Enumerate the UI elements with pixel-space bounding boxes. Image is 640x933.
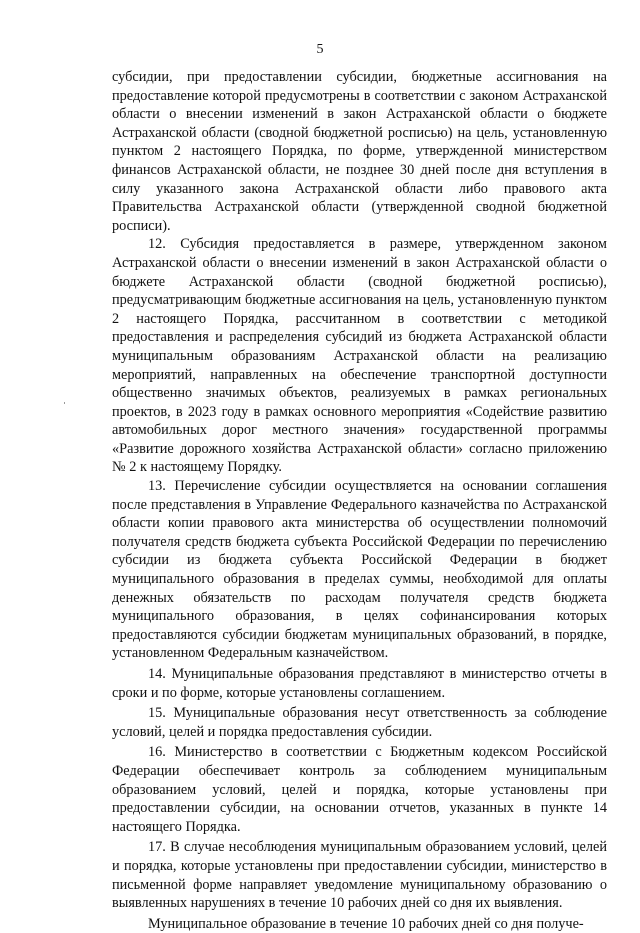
paragraph-continuation: субсидии, при предоставлении субсидии, бюджетные ассигнования на предоставление которой предусмотрены в соответствии с законом Астраханской области о внесении изменений в закон Астраханской области о бюджете Астраханской области (сводной бюджетной росписью) на цель, установленную пунктом 2 настоящего Порядка, по форме, утвержденной министерством финансов Астраханской области, не позднее 30 дней после дня вступления в силу указанного закона Астраханской области либо правового акта Правительства Астраханской области (утвержденной сводной бюджетной росписи).	[112, 69, 607, 234]
paragraph-17-continued: Муниципальное образование в течение 10 рабочих дней со дня получе-	[148, 915, 584, 932]
page-number: 5	[316, 42, 324, 57]
margin-mark	[64, 402, 65, 404]
paragraph-16: 16. Министерство в соответствии с Бюджетным кодексом Российской Федерации обеспечивает контроль за соблюдением муниципальным образованием условий, целей и порядка, которые установлены при предоставлении субсидии, на основании отчетов, указанных в пункте 14 настоящего Порядка.	[112, 744, 607, 835]
paragraph-14: 14. Муниципальные образования представляют в министерство отчеты в сроки и по форме, которые установлены соглашением.	[112, 666, 607, 701]
paragraph-13: 13. Перечисление субсидии осуществляется на основании соглашения после представления в Управление Федерального казначейства по Астраханской области копии правового акта министерства об осуществлении полномочий получателя средств бюджета субъекта Российской Федерации по перечислению субсидии из бюджета субъекта Российской Федерации в бюджет муниципального образования в пределах суммы, необходимой для оплаты денежных обязательств по расходам получателя средств бюджета муниципального образования, в целях софинансирования которых предоставляются субсидии бюджетам муниципальных образований, в порядке, установленном Федеральным казначейством.	[112, 478, 607, 662]
paragraph-17: 17. В случае несоблюдения муниципальным образованием условий, целей и порядка, которые установлены при предоставлении субсидии, министерство в письменной форме направляет уведомление муниципальному образованию о выявленных нарушениях в течение 10 рабочих дней со дня их выявления.	[112, 839, 607, 912]
paragraph-12: 12. Субсидия предоставляется в размере, утвержденном законом Астраханской области о внесении изменений в закон Астраханской области о бюджете Астраханской области (сводной бюджетной росписью), предусматривающим бюджетные ассигнования на цель, установленную пунктом 2 настоящего Порядка, рассчитанном в соответствии с методикой предоставления и распределения субсидий из бюджета Астраханской области муниципальным образованиям Астраханской области на реализацию мероприятий, направленных на обеспечение транспортной доступности общественно значимых объектов, реализуемых в рамках региональных проектов, в 2023 году в рамках основного мероприятия «Содействие развитию автомобильных дорог местного значения» государственной программы «Развитие дорожного хозяйства Астраханской области» согласно приложению № 2 к настоящему Порядку.	[112, 236, 607, 476]
document-body	[112, 68, 607, 933]
paragraph-15: 15. Муниципальные образования несут ответственность за соблюдение условий, целей и порядка предоставления субсидии.	[112, 705, 607, 740]
